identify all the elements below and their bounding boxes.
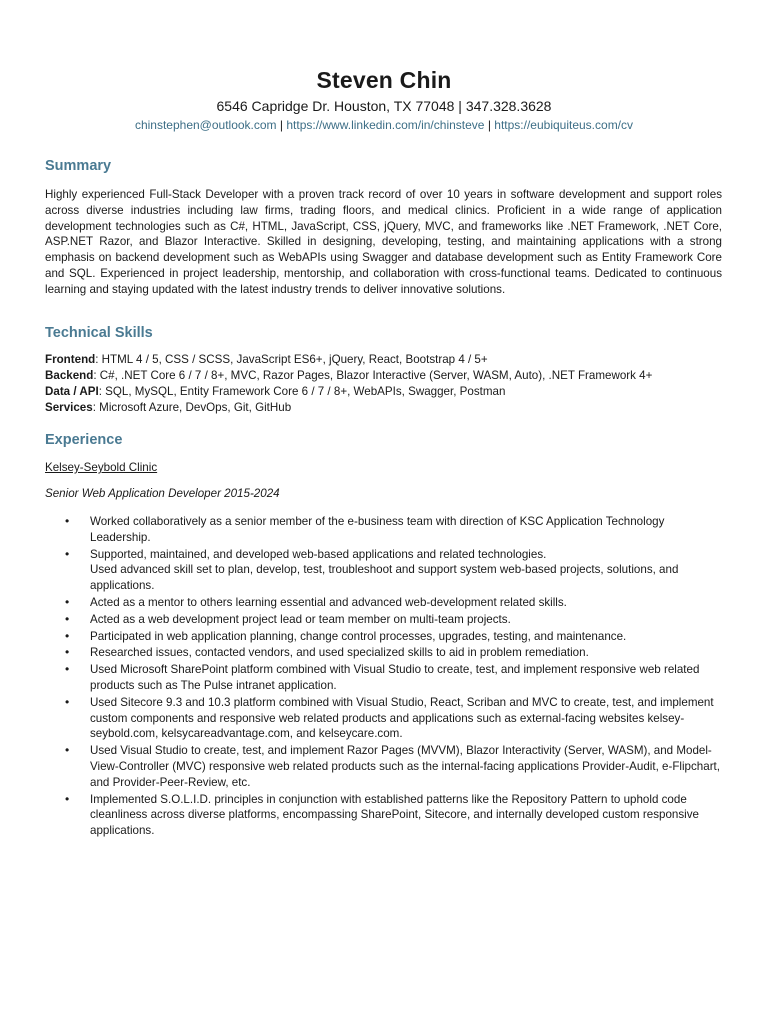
bullet-text: • Used Visual Studio to create, test, and implement Razor Pages (MVVM), Blazor Interactivity (Server, WASM), and Model-View-Controller (MVC) responsive web related products such as the internal-facing applications Provider-Audit, e-Flipchart, and Provider-Peer-Review, etc. [90,744,720,789]
skill-value: : SQL, MySQL, Entity Framework Core 6 / 7 / 8+, WebAPIs, Swagger, Postman [98,385,506,398]
skill-row-backend [45,368,735,384]
bullet-text: • Used Sitecore 9.3 and 10.3 platform combined with Visual Studio, React, Scriban and MVC to create, test, and implement custom components and responsive web related products and applications such as external-facing websites kelsey-seybold.com, kelsycareadvantage.com, and kelseycare.com. [90,695,714,741]
skills-list [45,352,735,416]
skill-row-services [45,400,735,416]
resume-header [0,0,768,133]
summary-text: Highly experienced Full-Stack Developer with a proven track record of over 10 years in software development and support roles across diverse industries including law firms, trading floors, and medical clinics. Proficient in a wide range of application development technologies such as C#, HTML, JavaScript, CSS, jQuery, MVC, and frameworks like .NET Framework, .NET Core, ASP.NET Razor, and Blazor Interactive. Skilled in designing, developing, testing, and maintaining applications with a strong emphasis on backend development such as WebAPIs using Swagger and database development such as Entity Framework Core and SQL. Experienced in project leadership, mentorship, and collaboration with cross-functional teams. Dedicated to continuous learning and staying updated with the latest industry trends to deliver innovative solutions. [45,188,722,296]
skill-value: : Microsoft Azure, DevOps, Git, GitHub [92,401,292,414]
list-item [45,595,725,611]
bullet-text: • Supported, maintained, and developed web-based applications and related technologies. [90,547,547,561]
skill-value: : C#, .NET Core 6 / 7 / 8+, MVC, Razor Pages, Blazor Interactive (Server, WASM, Auto), .NET Framework 4+ [93,369,653,382]
bullet-text: • Used Microsoft SharePoint platform combined with Visual Studio to create, test, and implement responsive web related products such as The Pulse intranet application. [90,663,700,692]
linkedin-link[interactable]: https://www.linkedin.com/in/chinsteve [286,118,485,132]
list-item [45,792,725,839]
bullet-text: • Participated in web application planning, change control processes, upgrades, testing, and maintenance. [90,629,627,643]
bullet-text: • Implemented S.O.L.I.D. principles in conjunction with established patterns like the Repository Pattern to uphold code cleanliness across diverse platforms, encompassing SharePoint, Sitecore, and internally developed custom responsive applications. [90,792,699,838]
list-item [45,629,725,645]
bullet-text: • Acted as a web development project lead or team member on multi-team projects. [90,612,511,626]
list-item [45,612,725,628]
list-item [45,743,725,790]
experience-heading: Experience [45,432,123,448]
list-item [45,514,725,546]
summary-heading: Summary [45,158,112,174]
skill-label: Backend [45,369,94,382]
list-item [45,645,725,661]
bullet-text: • Researched issues, contacted vendors, and used specialized skills to aid in problem remediation. [90,646,589,660]
bullet-extra-text: Used advanced skill set to plan, develop, test, troubleshoot and support system web-based projects, solutions, and applications. [90,563,679,593]
skill-row-frontend [45,352,735,368]
skill-label: Data / API [45,385,99,398]
skill-value: : HTML 4 / 5, CSS / SCSS, JavaScript ES6+, jQuery, React, Bootstrap 4 / 5+ [95,353,488,366]
bullet-text: • Worked collaboratively as a senior member of the e-business team with direction of KSC Application Technology Leadership. [90,515,665,544]
job-role: Senior Web Application Developer 2015-2024 [45,487,280,500]
email-link[interactable]: chinstephen@outlook.com [134,118,277,132]
link-separator: | [279,118,284,132]
company-name: Kelsey-Seybold Clinic [45,461,158,474]
skill-label: Services [45,401,93,414]
skill-label: Frontend [45,353,96,366]
list-item [45,695,725,742]
bullet-text: • Acted as a mentor to others learning essential and advanced web-development related skills. [90,595,567,609]
link-separator: | [487,118,491,132]
experience-bullets [45,514,725,840]
contact-links [0,117,768,133]
contact-address: 6546 Capridge Dr. Houston, TX 77048 | 347.328.3628 [216,98,552,114]
website-link[interactable]: https://eubiquiteus.com/cv [494,118,634,132]
candidate-name: Steven Chin [316,67,452,93]
list-item [45,662,725,694]
list-item [45,547,725,594]
technical-skills-heading: Technical Skills [45,325,153,341]
skill-row-data-api [45,384,735,400]
